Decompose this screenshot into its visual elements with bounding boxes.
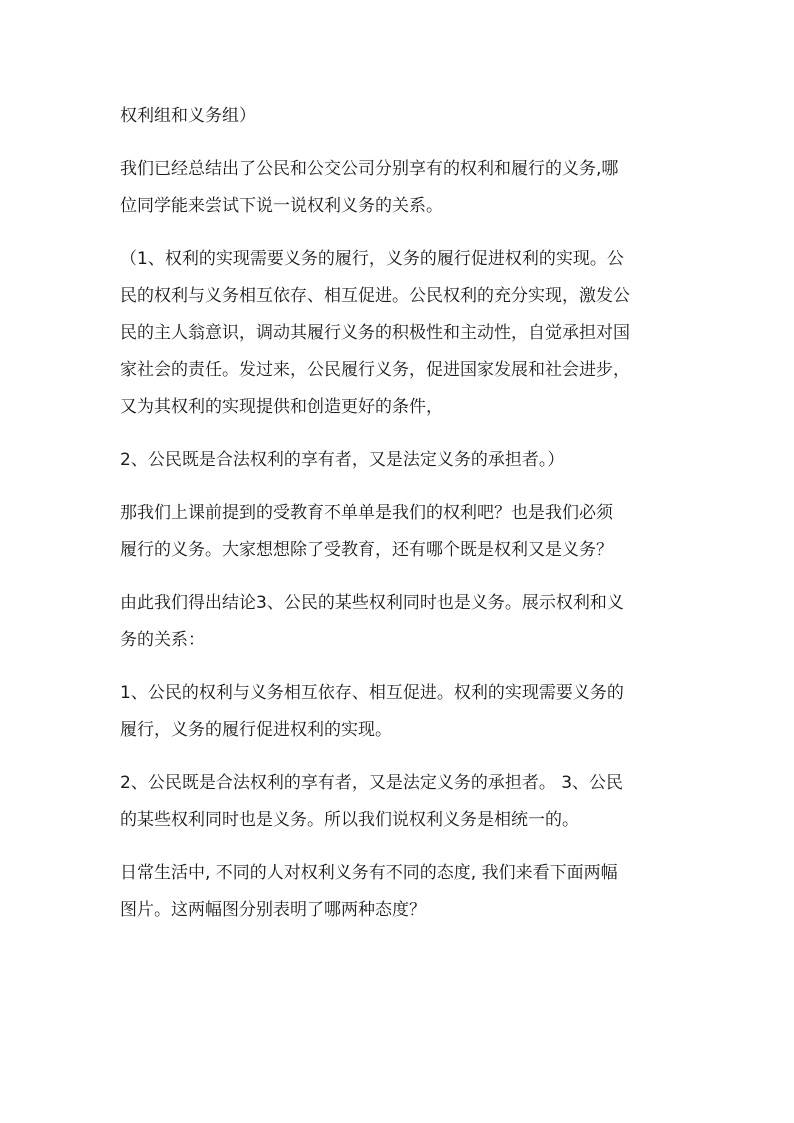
text-line: 那我们上课前提到的受教育不单单是我们的权利吧？也是我们必须 [120,503,613,523]
paragraph-2 [120,151,680,225]
text-line: 家社会的责任。发过来，公民履行义务，促进国家发展和社会进步， [120,360,630,380]
text-line: 由此我们得出结论3、公民的某些权利同时也是义务。展示权利和义 [120,593,624,613]
paragraph-4 [120,442,680,479]
text-line: 民的权利与义务相互依存、相互促进。公民权利的充分实现，激发公 [120,286,630,306]
text-line: 民的主人翁意识，调动其履行义务的积极性和主动性，自觉承担对国 [120,323,630,343]
text-line: 位同学能来尝试下说一说权利义务的关系。 [120,196,443,216]
text-line: 1、公民的权利与义务相互依存、相互促进。权利的实现需要义务的 [120,683,624,703]
paragraph-8 [120,765,680,839]
text-line: 履行，义务的履行促进权利的实现。 [120,720,392,740]
text-line: 日常生活中, 不同的人对权利义务有不同的态度, 我们来看下面两幅 [120,863,618,883]
paragraph-3 [120,241,680,426]
text-line: 务的关系： [120,630,205,650]
text-line: （1、权利的实现需要义务的履行，义务的履行促进权利的实现。公 [120,249,624,269]
text-line: 我们已经总结出了公民和公交公司分别享有的权利和履行的义务,哪 [120,159,619,179]
text-line: 又为其权利的实现提供和创造更好的条件， [120,397,443,417]
document-body [120,98,680,945]
paragraph-7 [120,675,680,749]
paragraph-6 [120,585,680,659]
text-line: 2、公民既是合法权利的享有者，又是法定义务的承担者。） [120,450,565,470]
paragraph-5 [120,495,680,569]
text-line: 权利组和义务组） [120,106,256,126]
paragraph-9 [120,855,680,929]
text-line: 履行的义务。大家想想除了受教育，还有哪个既是权利又是义务？ [120,540,613,560]
text-line: 2、公民既是合法权利的享有者，又是法定义务的承担者。 3、公民 [120,773,624,793]
text-line: 的某些权利同时也是义务。所以我们说权利义务是相统一的。 [120,810,579,830]
text-line: 图片。这两幅图分别表明了哪两种态度？ [120,900,426,920]
paragraph-1 [120,98,680,135]
